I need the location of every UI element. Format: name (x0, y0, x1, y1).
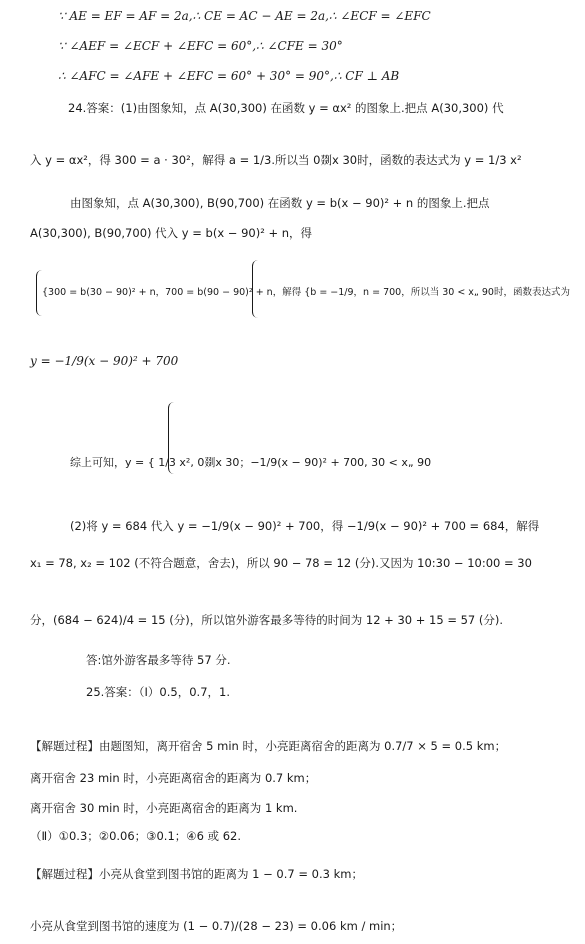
line-3: ∴ ∠AFC = ∠AFE + ∠EFC = 60° + 30° = 90°,∴ CF ⊥ AB (58, 69, 400, 83)
line-14: 答:馆外游客最多等待 57 分. (86, 653, 231, 667)
line-2: ∵ ∠AEF = ∠ECF + ∠EFC = 60°,∴ ∠CFE = 30° (58, 39, 343, 53)
line-20: 【解题过程】小亮从食堂到图书馆的距离为 1 − 0.7 = 0.3 km； (30, 867, 363, 881)
line-12: x₁ = 78, x₂ = 102 (不符合题意，舍去)，所以 90 − 78 = 12 (分).又因为 10:30 − 10:00 = 30 (30, 556, 532, 570)
line-15: 25.答案：（Ⅰ）0.5，0.7，1. (86, 685, 230, 699)
line-19: （Ⅱ）①0.3；②0.06；③0.1；④6 或 62. (30, 829, 241, 843)
line-18: 离开宿舍 30 min 时，小亮距离宿舍的距离为 1 km. (30, 801, 298, 815)
line-21: 小亮从食堂到图书馆的速度为 (1 − 0.7)/(28 − 23) = 0.06 km / min； (30, 919, 403, 933)
line-1: ∵ AE = EF = AF = 2a,∴ CE = AC − AE = 2a,∴ ∠ECF = ∠EFC (58, 9, 431, 23)
line-8: {300 = b(30 − 90)² + n，700 = b(90 − 90)² + n，解得 {b = −1/9，n = 700，所以当 30 < x„ 90时，函数表达式为 (42, 287, 570, 298)
line-9: y = −1/9(x − 90)² + 700 (30, 354, 179, 368)
line-6: 由图象知，点 A(30,300), B(90,700) 在函数 y = b(x − 90)² + n 的图象上.把点 (70, 196, 490, 210)
line-17: 离开宿舍 23 min 时，小亮距离宿舍的距离为 0.7 km； (30, 771, 317, 785)
line-10: 综上可知，y = { 1/3 x², 0剟x 30；−1/9(x − 90)² + 700, 30 < x„ 90 (70, 456, 432, 469)
line-13: 分，(684 − 624)/4 = 15 (分)，所以馆外游客最多等待的时间为 12 + 30 + 15 = 57 (分). (30, 613, 504, 627)
line-11: (2)将 y = 684 代入 y = −1/9(x − 90)² + 700，得 −1/9(x − 90)² + 700 = 684，解得 (70, 519, 540, 533)
line-5: 入 y = αx²，得 300 = a · 30²，解得 a = 1/3.所以当 0剟x 30时，函数的表达式为 y = 1/3 x² (30, 153, 522, 167)
line-16: 【解题过程】由题图知，离开宿舍 5 min 时，小亮距离宿舍的距离为 0.7/7 × 5 = 0.5 km； (30, 739, 507, 753)
line-7: A(30,300), B(90,700) 代入 y = b(x − 90)² + n，得 (30, 226, 313, 240)
line-4: 24.答案：(1)由图象知，点 A(30,300) 在函数 y = αx² 的图象上.把点 A(30,300) 代 (68, 101, 504, 115)
